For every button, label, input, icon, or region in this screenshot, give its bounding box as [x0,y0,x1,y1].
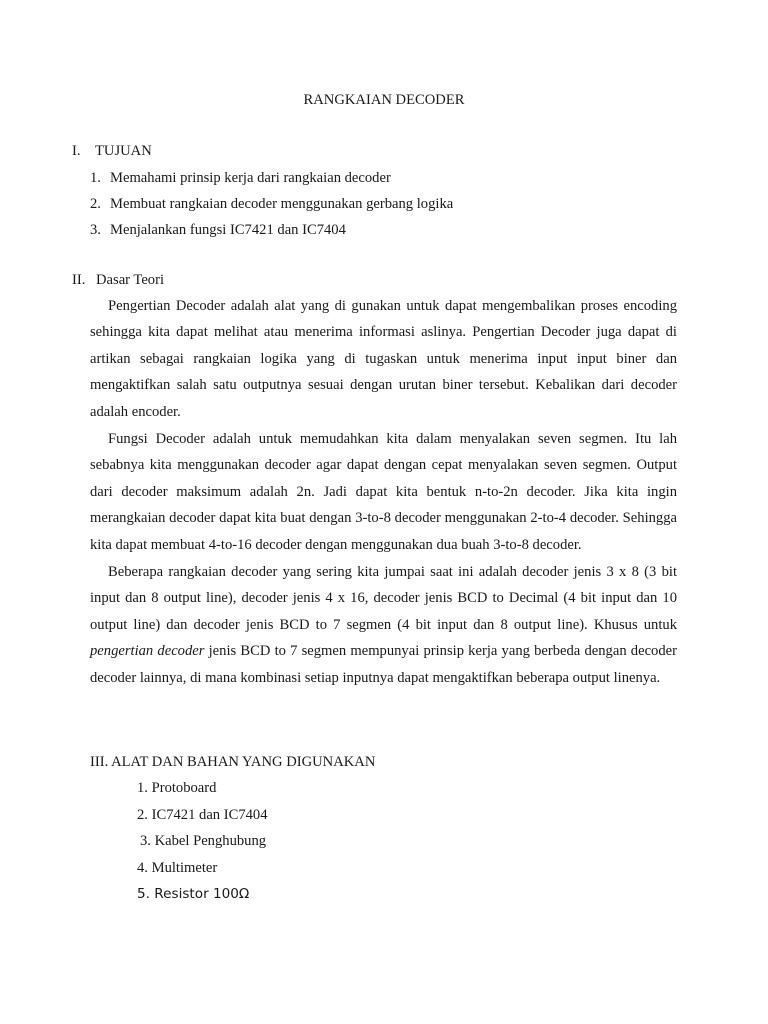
goal-2-text: Membuat rangkaian decoder menggunakan gerbang logika [110,196,454,212]
section-3-title: III. ALAT DAN BAHAN YANG DIGUNAKAN [90,754,376,770]
section-2-title: Dasar Teori [96,272,165,288]
document-title: RANGKAIAN DECODER [303,92,465,108]
section-1-title: TUJUAN [95,143,152,159]
paragraph-3-italic-term: pengertian decoder [90,643,205,660]
tool-item-1: 1. Protoboard [137,780,217,796]
tool-item-2: 2. IC7421 dan IC7404 [137,807,268,823]
goal-3-number: 3. [90,222,101,238]
goal-3-text: Menjalankan fungsi IC7421 dan IC7404 [110,222,346,238]
tool-item-4: 4. Multimeter [137,860,218,876]
goal-1-text: Memahami prinsip kerja dari rangkaian decoder [110,170,391,186]
goal-1-number: 1. [90,170,101,186]
tool-item-5: 5. Resistor 100Ω [137,886,250,902]
section-2-number: II. [72,272,86,288]
theory-paragraph-2: Fungsi Decoder adalah untuk memudahkan kita dalam menyalakan seven segmen. Itu lah sebabnya kita menggunakan decoder agar dapat dengan cepat menyalakan seven segmen. Output dari decoder maksimum adalah 2n. Jadi dapat kita bentuk n-to-2n decoder. Jika kita ingin merangkaian decoder dapat kita buat dengan 3-to-8 decoder menggunakan 2-to-4 decoder. Sehingga kita dapat membuat 4-to-16 decoder dengan menggunakan dua buah 3-to-8 decoder. [90,431,677,553]
paragraph-3-text-end: jenis BCD to 7 segmen mempunyai prinsip kerja yang berbeda dengan decoder decoder lainnya, di mana kombinasi setiap inputnya dapat mengaktifkan beberapa output linenya. [90,643,677,686]
goal-2-number: 2. [90,196,101,212]
theory-paragraph-3 [90,559,677,691]
tool-item-3: 3. Kabel Penghubung [140,833,267,849]
paragraph-3-text-start: Beberapa rangkaian decoder yang sering kita jumpai saat ini adalah decoder jenis 3 x 8 (3 bit input dan 8 output line), decoder jenis 4 x 16, decoder jenis BCD to Decimal (4 bit input dan 10 output line) dan decoder jenis BCD to 7 segmen (4 bit input dan 8 output line). Khusus untuk [90,564,677,633]
section-1-number: I. [72,143,81,159]
theory-paragraph-1: Pengertian Decoder adalah alat yang di gunakan untuk dapat mengembalikan proses encoding sehingga kita dapat melihat atau menerima informasi aslinya. Pengertian Decoder juga dapat di artikan sebagai rangkaian logika yang di tugaskan untuk menerima input input biner dan mengaktifkan salah satu outputnya sesuai dengan urutan biner tersebut. Kebalikan dari decoder adalah encoder. [90,298,677,420]
